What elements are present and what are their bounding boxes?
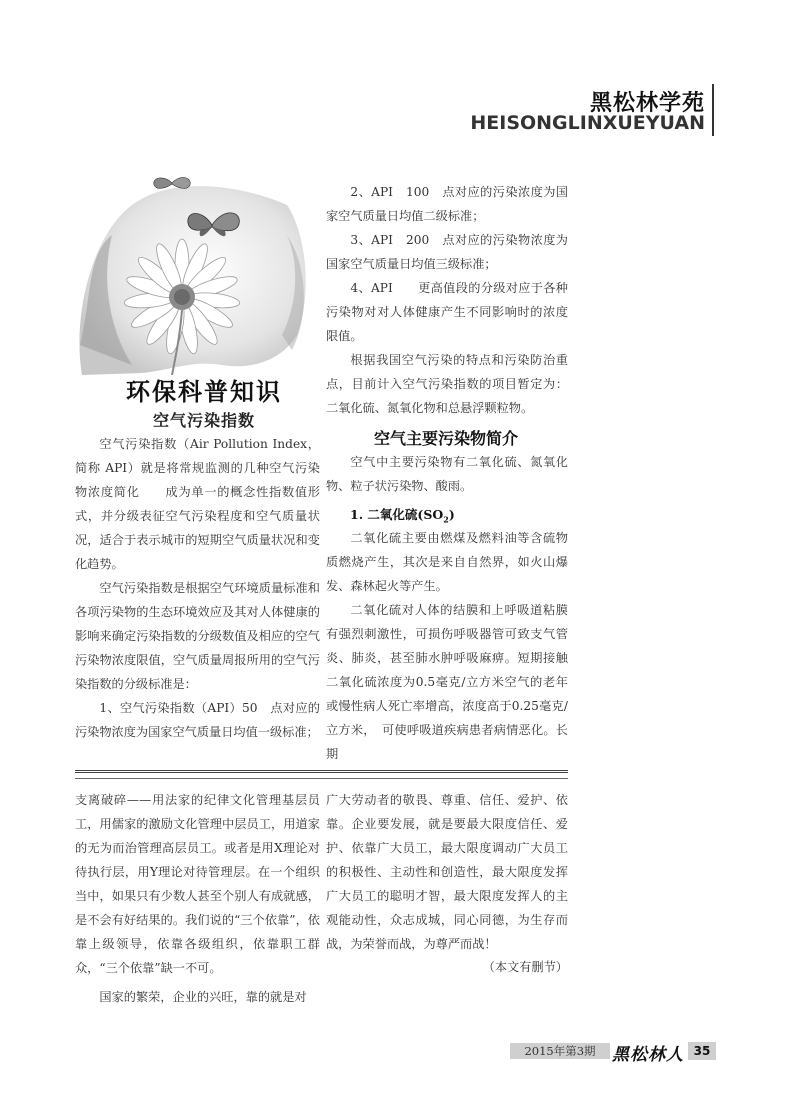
paragraph: 空气中主要污染物有二氧化硫、氮氧化物、粒子状污染物、酸雨。 bbox=[326, 455, 568, 493]
paragraph: 根据我国空气污染的特点和污染防治重点，目前计入空气污染指数的项目暂定为：二氧化硫、氮氧化物和总悬浮颗粒物。 bbox=[326, 353, 568, 415]
section-divider bbox=[75, 770, 568, 773]
page-number: 35 bbox=[688, 1042, 716, 1060]
section-divider bbox=[75, 778, 568, 779]
daisy-butterfly-illustration bbox=[72, 175, 312, 375]
paragraph: 二氧化硫主要由燃煤及燃料油等含硫物质燃烧产生，其次是来自自然界，如火山爆发、森林起火等产生。 bbox=[326, 531, 568, 593]
paragraph: 4、API 更高值段的分级对应于各种污染物对对人体健康产生不同影响时的浓度限值。 bbox=[326, 281, 568, 343]
paragraph: 二氧化硫对人体的结膜和上呼吸道粘膜有强烈刺激性，可损伤呼吸器管可致支气管炎、肺炎，甚至肺水肿呼吸麻痹。短期接触二氧化硫浓度为0.5毫克/立方米空气的老年或慢性病人死亡率增高，浓度高于0.25毫克/立方米， 可使呼吸道疾病患者病情恶化。长期 bbox=[326, 603, 568, 761]
issue-label: 2015年第3期 bbox=[524, 1044, 596, 1058]
subsection-heading: 1. 二氧化硫$(SO_2)$ bbox=[350, 507, 455, 525]
brand-divider bbox=[712, 84, 714, 136]
paragraph: 国家的繁荣，企业的兴旺，靠的就是对 bbox=[99, 990, 307, 1004]
paragraph: 1、空气污染指数（API）50 点对应的污染物浓度为国家空气质量日均值一级标准； bbox=[75, 701, 320, 739]
paragraph: 3、API 200 点对应的污染物浓度为国家空气质量日均值三级标准； bbox=[326, 233, 568, 271]
paragraph: 广大劳动者的敬畏、尊重、信任、爱护、依靠。企业要发展，就是要最大限度信任、爱护、依靠广大员工，最大限度调动广大员工的积极性、主动性和创造性，最大限度发挥广大员工的聪明才智，最大限度发挥人的主观能动性，众志成城，同心同德，为生存而战，为荣誉而战，为尊严而战！ bbox=[326, 793, 568, 951]
section-title: 空气主要污染物简介 bbox=[373, 429, 518, 448]
article-title: 环保科普知识 bbox=[126, 377, 282, 406]
brand-title-en: HEISONGLINXUEYUAN bbox=[470, 112, 705, 134]
butterfly-icon bbox=[154, 177, 190, 188]
editor-note: （本文有删节） bbox=[482, 960, 568, 974]
brand-title-cn: 黑松林学苑 bbox=[589, 91, 705, 116]
paragraph: 2、API 100 点对应的污染浓度为国家空气质量日均值二级标准； bbox=[326, 185, 568, 223]
magazine-logo: 黑松林人 bbox=[612, 1045, 684, 1065]
paragraph: 空气污染指数（Air Pollution Index，简称 API）就是将常规监测的几种空气污染物浓度简化 成为单一的概念性指数值形式，并分级表征空气污染程度和空气质量状况，适合于表示城市的短期空气质量状况和变化趋势。 bbox=[75, 437, 320, 571]
paragraph: 空气污染指数是根据空气环境质量标准和各项污染物的生态环境效应及其对人体健康的影响来确定污染指数的分级数值及相应的空气污染物浓度限值，空气质量周报所用的空气污染指数的分级标准是： bbox=[75, 581, 320, 691]
paragraph: 支离破碎——用法家的纪律文化管理基层员工，用儒家的激励文化管理中层员工，用道家的无为而治管理高层员工。或者是用X理论对待执行层，用Y理论对待管理层。在一个组织当中，如果只有少数人甚至个别人有成就感，是不会有好结果的。我们说的“三个依靠”，依靠上级领导，依靠各级组织，依靠职工群众，“三个依靠”缺一不可。 bbox=[75, 793, 320, 975]
article-subtitle: 空气污染指数 bbox=[152, 411, 255, 430]
